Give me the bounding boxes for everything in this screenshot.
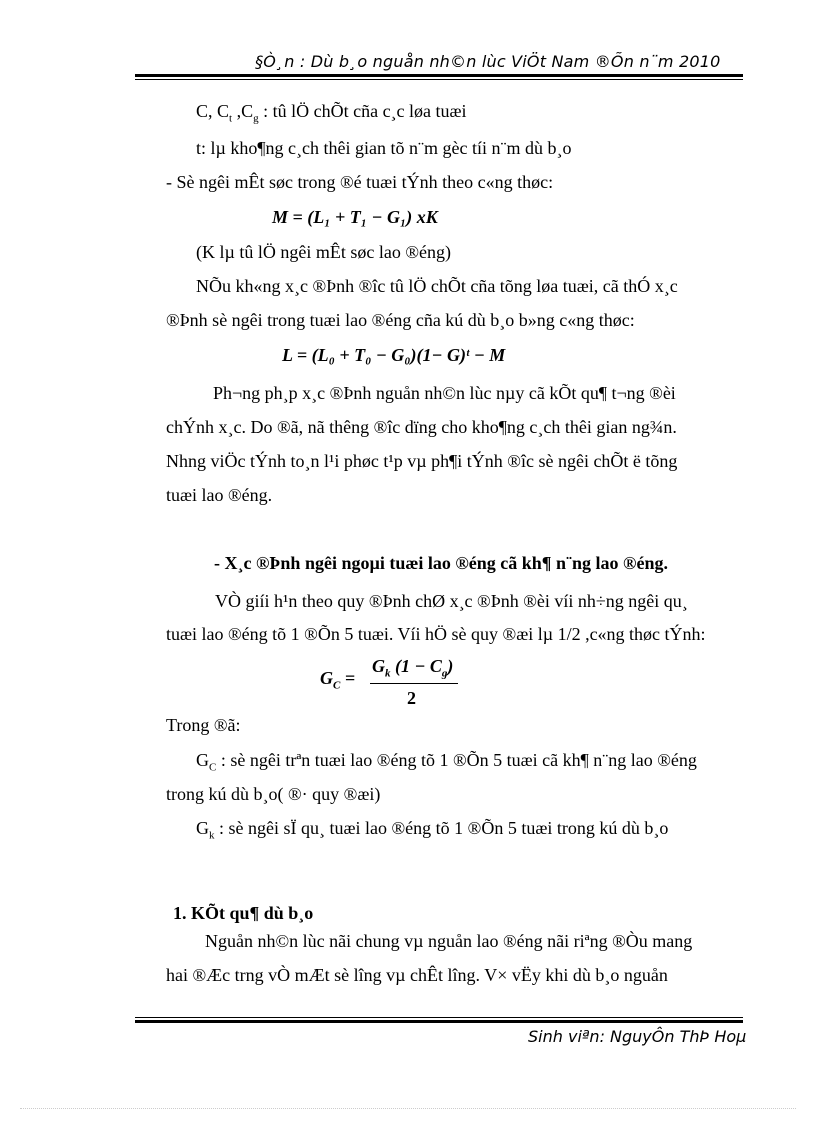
text-line: Nguån nh©n lùc nãi chung vµ nguån lao ®éng nãi riªng ®Òu mang bbox=[205, 931, 693, 951]
text-line: $G_C$ : sè ngêi trªn tuæi lao ®éng tõ 1 ®Õn 5 tuæi cã kh¶ n¨ng lao ®éng bbox=[196, 750, 697, 774]
text-line: C, $C_t$ $,C_g$ : tû lÖ chÕt cña c¸c løa tuæi bbox=[196, 101, 467, 125]
text-line: NÕu kh«ng x¸c ®Þnh ®îc tû lÖ chÕt cña tõng løa tuæi, cã thÓ x¸c bbox=[196, 276, 678, 296]
page-bottom-border bbox=[20, 1108, 796, 1109]
formula-m: M = (L₁ + T₁ − G₁) xK bbox=[272, 207, 438, 227]
formula-l: L = (L₀ + T₀ − G₀)(1− G)ᵗ − M bbox=[282, 345, 506, 365]
text-line: trong kú dù b¸o( ®· quy ®æi) bbox=[166, 784, 381, 804]
footer-rule-thick bbox=[135, 1020, 743, 1023]
page-header: §Ò¸n : Dù b¸o nguån nh©n lùc ViÖt Nam ®Õn n¨m 2010 bbox=[255, 52, 721, 71]
header-rule-thin bbox=[135, 79, 743, 80]
footer-rule-thin bbox=[135, 1017, 743, 1018]
fraction-bar bbox=[370, 683, 458, 684]
text-line: Ph¬ng ph¸p x¸c ®Þnh nguån nh©n lùc nµy cã kÕt qu¶ t¬ng ®èi bbox=[213, 383, 676, 403]
formula-gc-left: $G_C$ = bbox=[320, 668, 356, 692]
text-line: chÝnh x¸c. Do ®ã, nã thêng ®îc dïng cho kho¶ng c¸ch thêi gian ng¾n. bbox=[166, 417, 677, 437]
formula-gc-denominator: 2 bbox=[407, 688, 416, 708]
text-line: hai ®Æc trng vÒ mÆt sè lîng vµ chÊt lîng. V× vËy khi dù b¸o nguån bbox=[166, 965, 668, 985]
text-line: tuæi lao ®éng. bbox=[166, 485, 273, 505]
text-line: VÒ giíi h¹n theo quy ®Þnh chØ x¸c ®Þnh ®èi víi nh÷ng ngêi qu¸ bbox=[215, 591, 688, 611]
section-heading: - X¸c ®Þnh ngêi ngoµi tuæi lao ®éng cã kh¶ n¨ng lao ®éng. bbox=[214, 553, 668, 573]
text-line: t: lµ kho¶ng c¸ch thêi gian tõ n¨m gèc tíi n¨m dù b¸o bbox=[196, 138, 572, 158]
section-heading: 1. KÕt qu¶ dù b¸o bbox=[173, 903, 314, 923]
text-line: ®Þnh sè ngêi trong tuæi lao ®éng cña kú dù b¸o b»ng c«ng thøc: bbox=[166, 310, 635, 330]
text-line: tuæi lao ®éng tõ 1 ®Õn 5 tuæi. Víi hÖ sè quy ®æi lµ 1/2 ,c«ng thøc tÝnh: bbox=[166, 624, 706, 644]
text-line: Trong ®ã: bbox=[166, 715, 241, 735]
text-line: (K lµ tû lÖ ngêi mÊt søc lao ®éng) bbox=[196, 242, 451, 262]
page-footer: Sinh viªn: NguyÔn ThÞ Hoµ bbox=[528, 1027, 747, 1046]
text-line: - Sè ngêi mÊt søc trong ®é tuæi tÝnh theo c«ng thøc: bbox=[166, 172, 554, 192]
header-rule-thick bbox=[135, 74, 743, 77]
text-line: $G_k$ : sè ngêi sÏ qu¸ tuæi lao ®éng tõ 1 ®Õn 5 tuæi trong kú dù b¸o bbox=[196, 818, 669, 842]
formula-gc-numerator: $G_k$ $(1 - C_g)$ bbox=[372, 656, 454, 680]
text-line: Nhng viÖc tÝnh to¸n l¹i phøc t¹p vµ ph¶i tÝnh ®îc sè ngêi chÕt ë tõng bbox=[166, 451, 678, 471]
